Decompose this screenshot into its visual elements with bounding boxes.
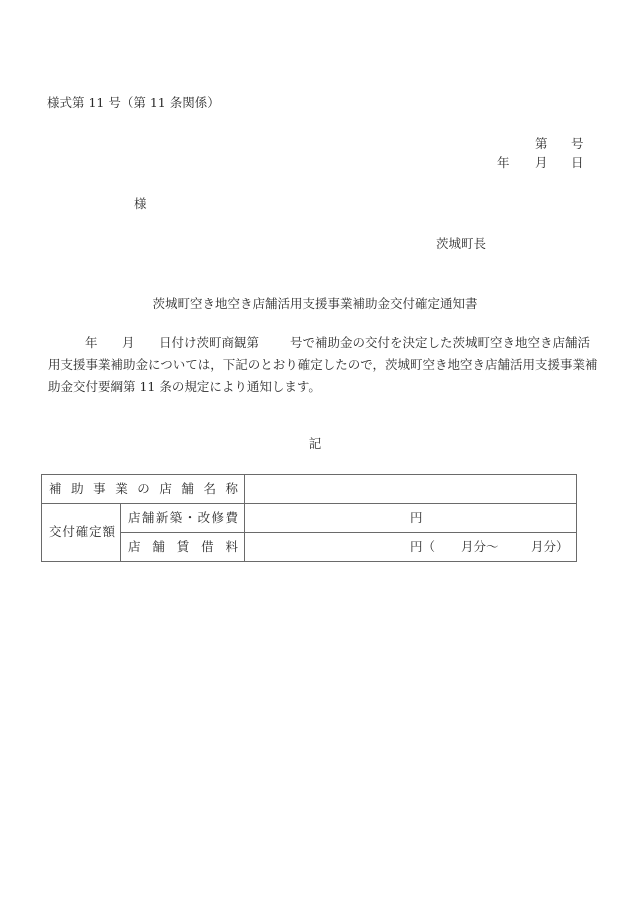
date-year-label: 年 bbox=[497, 155, 510, 170]
body-reference-text: 日付け茨町商観第 bbox=[159, 335, 260, 350]
reference-number-suffix: 号 bbox=[571, 136, 584, 151]
construction-cost-label bbox=[121, 504, 245, 533]
addressee-honorific: 様 bbox=[134, 196, 147, 211]
grant-amount-label-char: 額 bbox=[102, 524, 115, 540]
store-name-label bbox=[42, 475, 245, 504]
store-name-label-char: の bbox=[137, 480, 150, 496]
form-number: 様式第 11 号（第 11 条関係） bbox=[47, 95, 220, 110]
ki-heading: 記 bbox=[308, 436, 322, 451]
reference-number-prefix: 第 bbox=[535, 136, 548, 151]
store-name-value bbox=[245, 475, 577, 504]
rent-from-month: 月分〜 bbox=[461, 539, 499, 554]
construction-cost-yen: 円 bbox=[410, 510, 423, 525]
rent-label-char: 賃 bbox=[176, 538, 190, 554]
construction-cost-label-char: 店 bbox=[128, 509, 141, 525]
construction-cost-label-char: 新 bbox=[155, 509, 169, 525]
grant-details-table bbox=[41, 474, 577, 562]
store-name-label-char: 称 bbox=[225, 480, 239, 496]
rent-to-month: 月分） bbox=[531, 539, 569, 554]
table-row-rent bbox=[42, 533, 577, 562]
store-name-label-char: 店 bbox=[159, 480, 172, 496]
grant-amount-label-char: 確 bbox=[75, 524, 89, 540]
construction-cost-label-char: 舗 bbox=[141, 509, 155, 525]
store-name-label-char: 補 bbox=[49, 480, 62, 496]
rent-label-char: 料 bbox=[225, 538, 239, 554]
construction-cost-label-char: ・ bbox=[183, 509, 197, 525]
store-name-label-char: 業 bbox=[115, 480, 128, 496]
rent-label bbox=[121, 533, 245, 562]
issuer-name: 茨城町長 bbox=[436, 236, 487, 251]
rent-label-char: 舗 bbox=[152, 538, 165, 554]
grant-amount-label-char: 定 bbox=[89, 524, 102, 540]
body-year-label: 年 bbox=[85, 335, 98, 350]
construction-cost-label-char: 修 bbox=[211, 509, 225, 525]
construction-cost-label-char: 築 bbox=[169, 509, 183, 525]
grant-amount-group-label bbox=[42, 504, 121, 562]
body-line-2: 用支援事業補助金については，下記のとおり確定したので，茨城町空き地空き店舗活用支援事業補 bbox=[48, 357, 598, 372]
table-row-store-name bbox=[42, 475, 577, 504]
rent-yen: 円（ bbox=[410, 539, 436, 554]
construction-cost-label-char: 改 bbox=[197, 509, 211, 525]
construction-cost-value bbox=[245, 504, 577, 533]
grant-amount-label-char: 付 bbox=[62, 524, 75, 540]
rent-value bbox=[245, 533, 577, 562]
body-month-label: 月 bbox=[122, 335, 135, 350]
table-row-construction-cost bbox=[42, 504, 577, 533]
document-title: 茨城町空き地空き店舗活用支援事業補助金交付確定通知書 bbox=[152, 296, 478, 311]
rent-label-char: 店 bbox=[128, 538, 141, 554]
store-name-label-char: 助 bbox=[71, 480, 84, 496]
body-line-3: 助金交付要綱第 11 条の規定により通知します。 bbox=[48, 379, 321, 394]
date-day-label: 日 bbox=[571, 155, 584, 170]
store-name-label-char: 事 bbox=[93, 480, 106, 496]
rent-label-char: 借 bbox=[201, 538, 214, 554]
store-name-label-char: 舗 bbox=[181, 480, 194, 496]
store-name-label-char: 名 bbox=[203, 480, 216, 496]
body-decision-text: 号で補助金の交付を決定した茨城町空き地空き店舗活 bbox=[290, 335, 591, 350]
grant-amount-label-char: 交 bbox=[49, 524, 62, 540]
date-month-label: 月 bbox=[535, 155, 548, 170]
construction-cost-label-char: 費 bbox=[225, 509, 238, 525]
